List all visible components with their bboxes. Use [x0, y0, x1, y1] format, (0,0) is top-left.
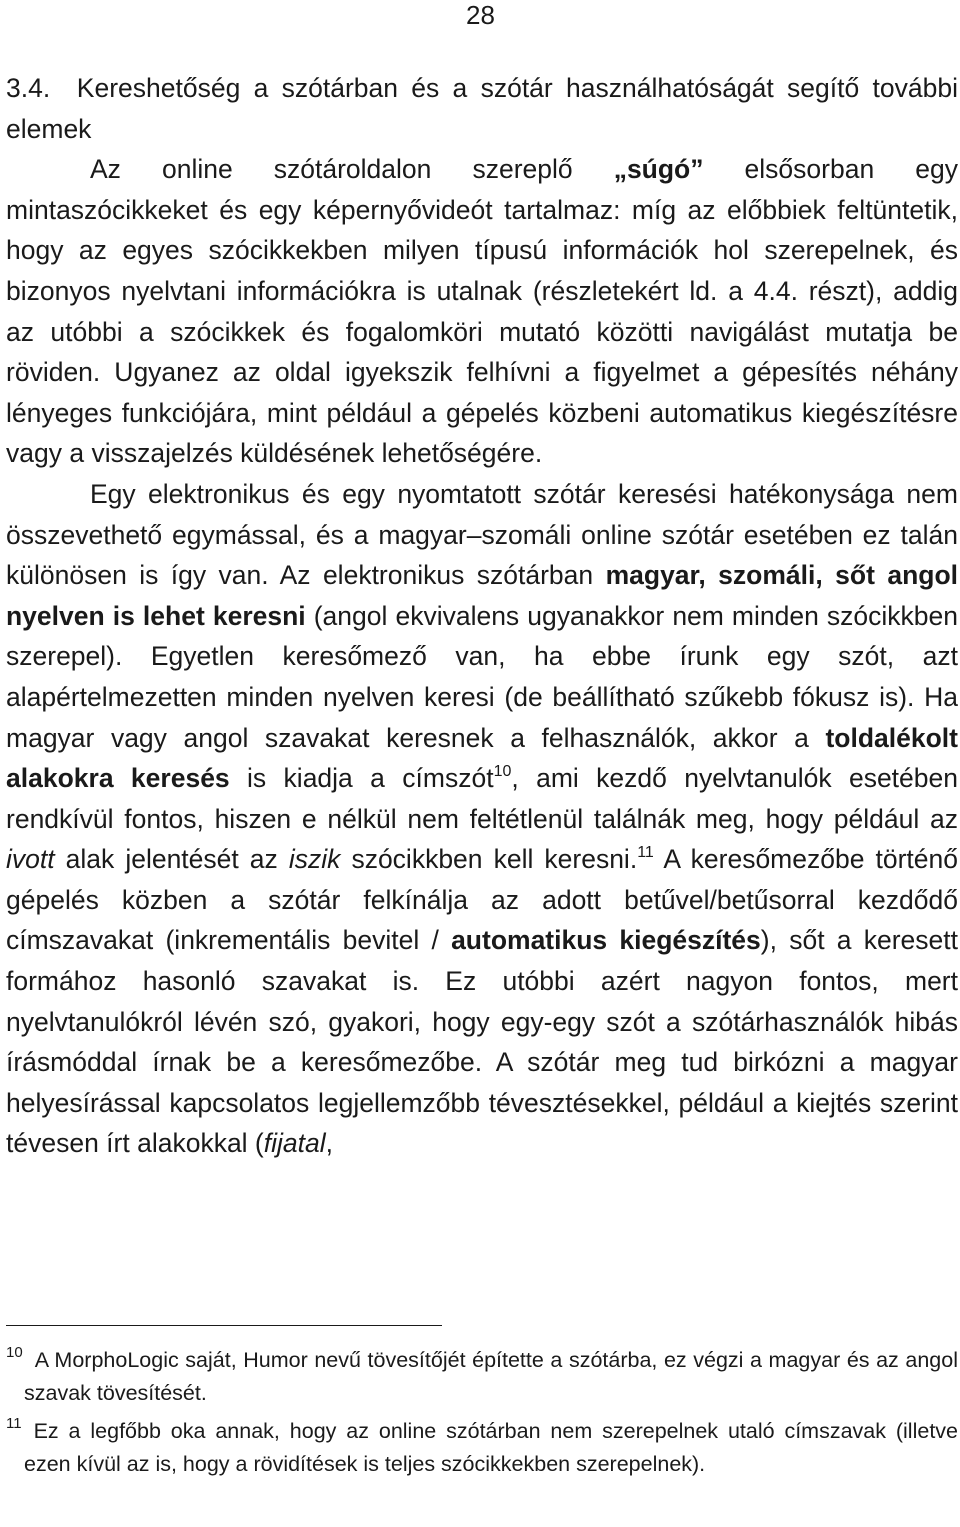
footnote-ref-11: 11 — [637, 844, 654, 862]
paragraph-1 — [6, 149, 958, 474]
sugo-emphasis: „súgó” — [613, 154, 704, 185]
text-run: Az online szótároldalon szereplő — [90, 154, 614, 185]
body-text — [6, 68, 958, 1164]
text-run: A keresőmezőbe történő gépelés közben a szótár felkínálja az adott betűvel/betűsorral kezdődő címszavakat (inkrementális bevitel / — [6, 844, 959, 956]
footnote-text: Ez a legfőbb oka annak, hogy az online szótárban nem szerepelnek utaló címszavak (illetve ezen kívül az is, hogy a rövidítések is teljes szócikkekben szerepelnek). — [24, 1419, 958, 1476]
footnote-10 — [6, 1344, 958, 1410]
footnote-mark: 10 — [6, 1344, 23, 1361]
bold-phrase: toldalékolt alakokra keresés — [6, 722, 958, 794]
footnote-11 — [6, 1415, 958, 1481]
italic-word: iszik — [288, 844, 341, 875]
italic-word: fijatal — [263, 1128, 326, 1159]
text-run: Egy elektronikus és egy nyomtatott szótár keresési hatékonysága nem összevethető egymással, és a magyar–szomáli online szótár esetében ez talán különösen is így van. Az elektronikus szótárban — [6, 478, 958, 591]
text-run: elsősorban egy mintaszócikkeket és egy képernyővideót tartalmaz: míg az előbbiek feltüntetik, hogy az egyes szócikkekben milyen típusú információk hol szerepelnek, és bizonyos nyelvtani információkra is utalnak (részletekért ld. a 4.4. részt), addig az utóbbi a szócikkek és fogalomköri mutató közötti navigálást mutatja be röviden. Ugyanez az oldal igyekszik felhívni a figyelmet a gépesítés néhány lényeges funkciójára, mint például a gépelés közbeni automatikus kiegészítésre vagy a visszajelzés küldésének lehetőségére. — [6, 154, 958, 469]
bold-phrase: magyar, szomáli, sőt angol nyelven is lehet keresni — [6, 560, 958, 631]
text-run: szócikkben kell keresni. — [340, 844, 638, 875]
section-heading — [6, 68, 958, 149]
section-number: 3.4. — [6, 73, 51, 103]
text-run: is kiadja a címszót — [229, 763, 494, 794]
text-run: alak jelentését az — [54, 844, 289, 875]
text-run: ), sőt a keresett formához hasonló szavakat is. Ez utóbbi azért nagyon fontos, mert nyelvtanulókról lévén szó, gyakori, hogy egy-egy szót a szótárhasználók hibás írásmóddal írnak be a keresőmezőbe. A szótár meg tud birkózni a magyar helyesírással kapcsolatos legjellemzőbb tévesztésekkel, például a kiejtés szerint tévesen írt alakokkal ( — [6, 925, 958, 1159]
footnote-text: A MorphoLogic saját, Humor nevű tövesítőjét építette a szótárba, ez végzi a magyar és az angol szavak tövesítését. — [24, 1348, 958, 1405]
footnote-mark: 11 — [6, 1415, 22, 1432]
italic-word: ivott — [6, 844, 55, 875]
footnote-ref-10: 10 — [493, 763, 512, 781]
bold-phrase: automatikus kiegészítés — [451, 925, 761, 956]
text-run: , — [325, 1128, 334, 1159]
section-title: Kereshetőség a szótárban és a szótár használhatóságát segítő további elemek — [6, 73, 958, 144]
text-run: , ami kezdő nyelvtanulók esetében rendkívül fontos, hiszen e nélkül nem feltétlenül találnák meg, hogy például az — [6, 763, 959, 834]
page-number: 28 — [466, 0, 495, 30]
text-run: (angol ekvivalens ugyanakkor nem minden szócikkben szerepel). Egyetlen keresőmező van, ha ebbe írunk egy szót, azt alapértelmezetten minden nyelven keresi (de beállítható szűkebb fókusz is). Ha magyar vagy angol szavakat keresnek a felhasználók, akkor a — [6, 600, 958, 753]
footnotes — [6, 1344, 958, 1486]
paragraph-2 — [6, 474, 958, 1164]
footnote-separator — [6, 1325, 442, 1326]
